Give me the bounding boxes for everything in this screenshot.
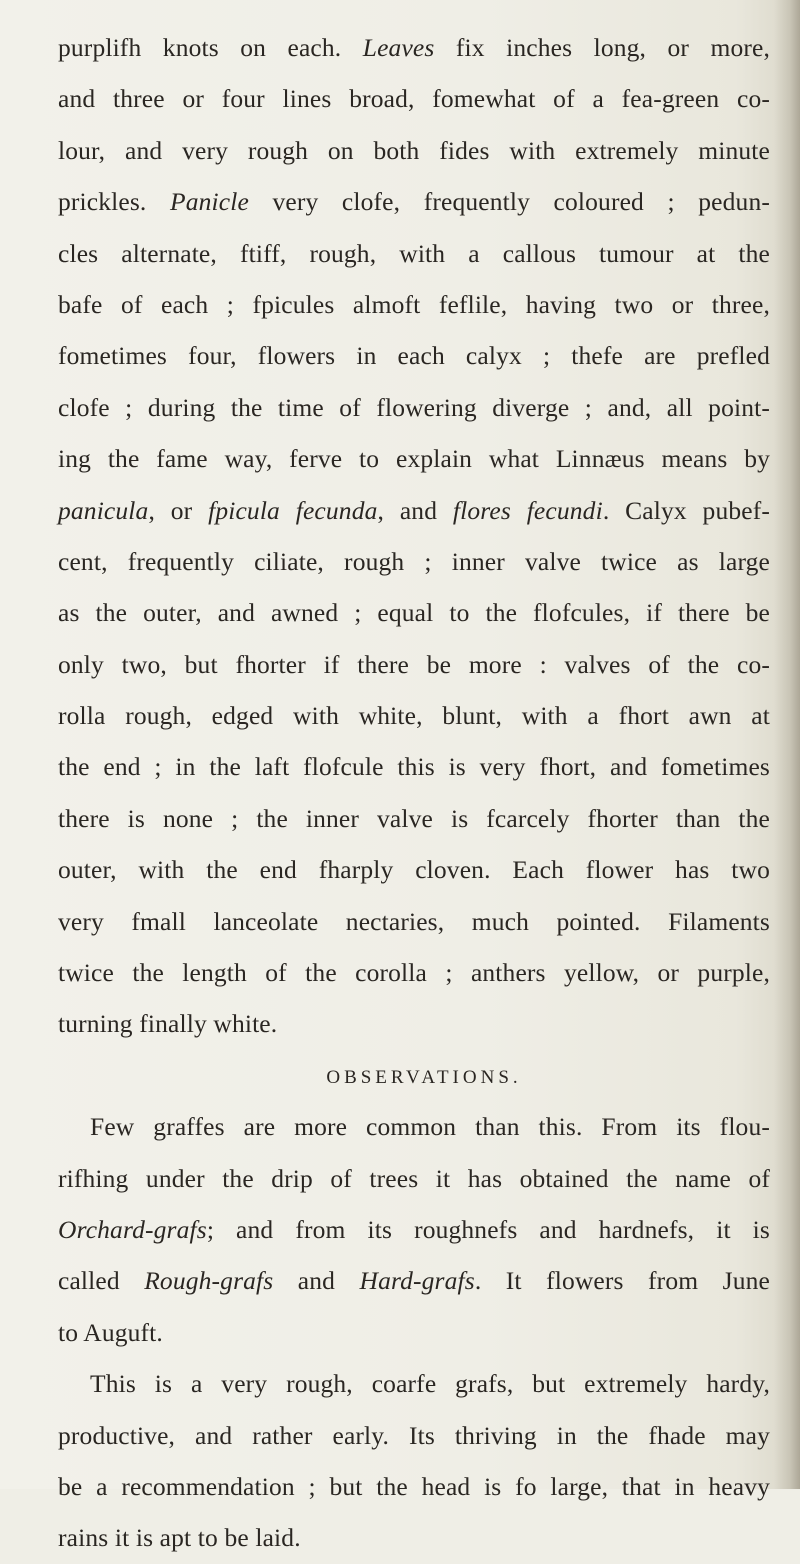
text-run: and three or four lines broad, fomewhat of a fea-green co-: [58, 84, 770, 114]
text-run: as the outer, and awned ; equal to the flofcules, if there be: [58, 598, 770, 628]
text-line: [58, 844, 770, 895]
text-run: rifhing under the drip of trees it has obtained the name of: [58, 1163, 770, 1193]
text-run: cles alternate, ftiff, rough, with a callous tumour at the: [58, 238, 770, 268]
text-line: [58, 639, 770, 690]
text-line: [58, 1512, 770, 1563]
text-run: bafe of each ; fpicules almoft feflile, having two or three,: [58, 289, 770, 319]
text-line: [58, 741, 770, 792]
italic-text: Rough-grafs: [144, 1266, 274, 1296]
text-run: be a recommendation ; but the head is fo large, that in heavy: [58, 1471, 770, 1501]
text-line: [58, 228, 770, 279]
text-run: very clofe, frequently coloured ; pedun-: [248, 187, 770, 217]
italic-text: Leaves: [362, 33, 435, 62]
text-run: called: [58, 1266, 145, 1296]
text-run: the end ; in the laft flofcule this is very fhort, and fometimes: [58, 752, 770, 782]
text-line: [58, 1461, 770, 1512]
text-line: [58, 587, 770, 638]
text-run: fometimes four, flowers in each calyx ; thefe are prefled: [58, 341, 770, 371]
text-run: cent, frequently ciliate, rough ; inner valve twice as large: [58, 546, 770, 576]
text-line: [58, 998, 770, 1049]
text-run: productive, and rather early. Its thriving in the fhade may: [58, 1420, 770, 1450]
text-run: rains it is apt to be laid.: [58, 1523, 301, 1553]
text-run: and: [273, 1266, 360, 1296]
text-run: very fmall lanceolate nectaries, much pointed. Filaments: [58, 906, 770, 936]
text-run: This is a very rough, coarfe grafs, but extremely hardy,: [90, 1369, 770, 1399]
text-line: [58, 279, 770, 330]
italic-text: panicula: [58, 495, 149, 525]
text-run: twice the length of the corolla ; anthers yellow, or purple,: [58, 958, 770, 988]
text-line: [58, 896, 770, 947]
text-run: , or: [148, 495, 209, 525]
italic-text: flores fecundi: [452, 495, 603, 525]
italic-text: Panicle: [170, 187, 249, 217]
text-line: [58, 1307, 770, 1358]
text-line: [58, 330, 770, 381]
description-paragraph: [58, 22, 770, 1050]
text-run: ; and from its roughnefs and hardnefs, it is: [206, 1214, 770, 1244]
text-run: outer, with the end fharply cloven. Each flower has two: [58, 855, 770, 885]
text-line: [58, 433, 770, 484]
text-line: [58, 22, 770, 73]
text-line: [58, 947, 770, 998]
text-run: rolla rough, edged with white, blunt, with a fhort awn at: [58, 701, 770, 731]
italic-text: Hard-grafs: [359, 1266, 475, 1296]
text-run: there is none ; the inner valve is fcarcely fhorter than the: [58, 803, 770, 833]
observations-heading: OBSERVATIONS.: [326, 1066, 522, 1088]
text-line: [58, 690, 770, 741]
text-run: to Auguft.: [58, 1317, 163, 1347]
text-line: [58, 382, 770, 433]
text-line: [58, 1410, 770, 1461]
text-line: [58, 1204, 770, 1255]
text-run: turning finally white.: [58, 1009, 278, 1039]
text-line: [58, 1358, 770, 1409]
text-run: prickles.: [58, 187, 170, 217]
text-run: ing the fame way, ferve to explain what Linnæus means by: [58, 444, 770, 474]
text-run: clofe ; during the time of flowering diverge ; and, all point-: [58, 392, 770, 422]
text-line: [58, 793, 770, 844]
text-run: lour, and very rough on both fides with extremely minute: [58, 135, 770, 165]
text-line: [58, 1255, 770, 1306]
text-line: [58, 73, 770, 124]
text-line: [58, 485, 770, 536]
text-run: purplifh knots on each.: [58, 33, 363, 62]
text-run: , and: [377, 495, 453, 525]
text-line: [58, 1153, 770, 1204]
text-run: Few graffes are more common than this. From its flou-: [90, 1112, 770, 1142]
italic-text: fpicula fecunda: [208, 495, 378, 525]
page-edge-shadow: [774, 0, 800, 1489]
page-text: [58, 22, 770, 1564]
text-line: [58, 176, 770, 227]
text-run: only two, but fhorter if there be more : valves of the co-: [58, 649, 770, 679]
text-line: [58, 1101, 770, 1152]
italic-text: Orchard-grafs: [58, 1214, 207, 1244]
text-line: [58, 536, 770, 587]
text-run: . Calyx pubef-: [602, 495, 771, 525]
text-run: . It flowers from June: [474, 1266, 770, 1296]
text-run: fix inches long, or more,: [434, 33, 771, 62]
observations-paragraph: [58, 1101, 770, 1564]
text-line: [58, 125, 770, 176]
